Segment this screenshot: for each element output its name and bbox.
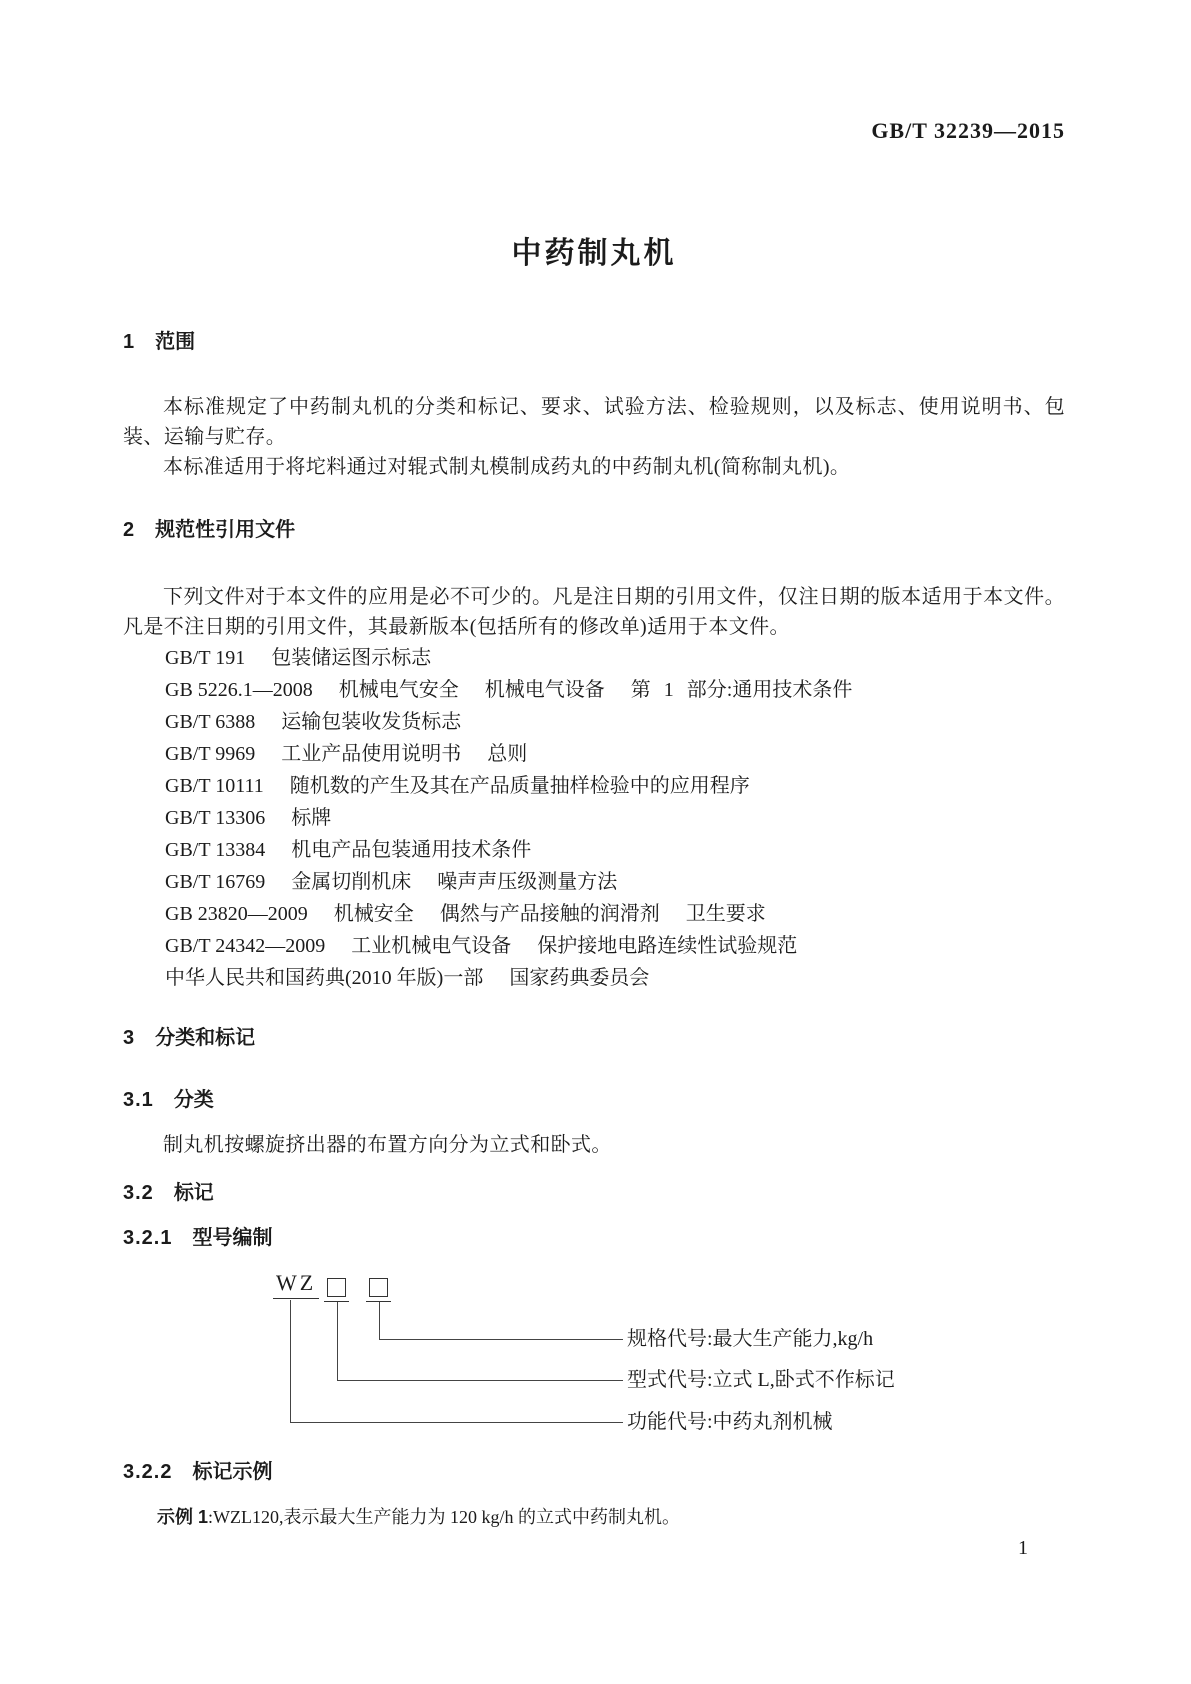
section-3-2-2-title: 标记示例 [192,1461,273,1483]
reference-item [123,802,1065,834]
section-3-heading [123,1024,1065,1052]
marking-example [123,1503,1065,1531]
section-3-2-2-number: 3.2.2 [123,1461,173,1483]
reference-item [123,962,1065,994]
reference-item [123,834,1065,866]
page-number: 1 [1018,1537,1028,1559]
model-code-prefix: WZ [273,1270,319,1299]
section-3-2-2-heading [123,1458,1065,1486]
callout-line-function-horizontal [290,1422,623,1423]
reference-item [123,674,1065,706]
document-title: 中药制丸机 [511,237,677,270]
callout-line-spec-horizontal [379,1339,623,1340]
type-code-label: 型式代号:立式 L,卧式不作标记 [627,1369,895,1391]
function-code-label: 功能代号:中药丸剂机械 [627,1411,833,1433]
reference-item [123,898,1065,930]
reference-title: 包装储运图示标志 [271,647,432,669]
callout-line-type-vertical [337,1302,338,1380]
reference-code: GB 23820—2009 [165,903,308,925]
scope-paragraph-2: 本标准适用于将坨料通过对辊式制丸模制成药丸的中药制丸机(简称制丸机)。 [163,456,851,478]
callout-line-function-vertical [290,1300,291,1422]
section-3-title: 分类和标记 [155,1027,256,1049]
reference-code: GB/T 13306 [165,807,266,829]
reference-code: GB/T 191 [165,647,246,669]
classification-paragraph: 制丸机按螺旋挤出器的布置方向分为立式和卧式。 [163,1134,612,1156]
reference-item [123,642,1065,674]
normative-references-paragraph: 下列文件对于本文件的应用是必不可少的。凡是注日期的引用文件，仅注日期的版本适用于本文件。凡是不注日期的引用文件，其最新版本(包括所有的修改单)适用于本文件。 [123,586,1065,638]
model-code-box-2 [369,1278,388,1297]
section-3-2-heading [123,1179,1065,1207]
reference-item [123,770,1065,802]
scope-paragraph-1: 本标准规定了中药制丸机的分类和标记、要求、试验方法、检验规则，以及标志、使用说明书、包装、运输与贮存。 [123,396,1065,448]
section-3-number: 3 [123,1027,136,1049]
reference-item [123,738,1065,770]
reference-item [123,706,1065,738]
reference-code: GB/T 6388 [165,711,256,733]
model-designation-diagram [123,1252,1065,1448]
reference-title: 国家药典委员会 [509,967,650,989]
reference-code: GB/T 13384 [165,839,266,861]
reference-title: 随机数的产生及其在产品质量抽样检验中的应用程序 [289,775,750,797]
section-3-2-1-title: 型号编制 [192,1227,273,1249]
reference-title: 机电产品包装通用技术条件 [291,839,532,861]
section-3-1-title: 分类 [173,1089,214,1111]
section-3-1-number: 3.1 [123,1089,154,1111]
reference-code: GB/T 16769 [165,871,266,893]
reference-title: 工业机械电气设备 保护接地电路连续性试验规范 [351,935,798,957]
reference-code: GB/T 10111 [165,775,264,797]
section-1-heading [123,328,1065,356]
standard-number: GB/T 32239—2015 [871,118,1065,143]
normative-references-list [123,642,1065,994]
reference-title: 标牌 [291,807,332,829]
callout-line-spec-vertical [379,1302,380,1339]
reference-code: GB/T 9969 [165,743,256,765]
reference-title: 机械电气安全 机械电气设备 第 1 部分:通用技术条件 [338,679,853,701]
callout-line-type-horizontal [337,1380,623,1381]
reference-title: 机械安全 偶然与产品接触的润滑剂 卫生要求 [333,903,766,925]
spec-code-label: 规格代号:最大生产能力,kg/h [627,1328,874,1350]
section-2-heading [123,516,1065,544]
reference-item [123,866,1065,898]
section-2-title: 规范性引用文件 [155,519,296,541]
reference-item [123,930,1065,962]
section-3-2-title: 标记 [173,1182,214,1204]
reference-title: 工业产品使用说明书 总则 [281,743,528,765]
section-2-number: 2 [123,519,136,541]
section-1-title: 范围 [155,331,196,353]
reference-title: 金属切削机床 噪声声压级测量方法 [291,871,618,893]
section-3-2-1-heading [123,1224,1065,1252]
reference-title: 运输包装收发货标志 [281,711,462,733]
section-1-number: 1 [123,331,136,353]
example-text: :WZL120,表示最大生产能力为 120 kg/h 的立式中药制丸机。 [208,1507,680,1527]
example-label: 示例 1 [157,1507,209,1527]
section-3-2-1-number: 3.2.1 [123,1227,173,1249]
reference-code: GB/T 24342—2009 [165,935,326,957]
section-3-2-number: 3.2 [123,1182,154,1204]
reference-code: 中华人民共和国药典(2010 年版)一部 [165,967,484,989]
section-3-1-heading [123,1086,1065,1114]
model-code-box-1 [327,1278,346,1297]
reference-code: GB 5226.1—2008 [165,679,313,701]
